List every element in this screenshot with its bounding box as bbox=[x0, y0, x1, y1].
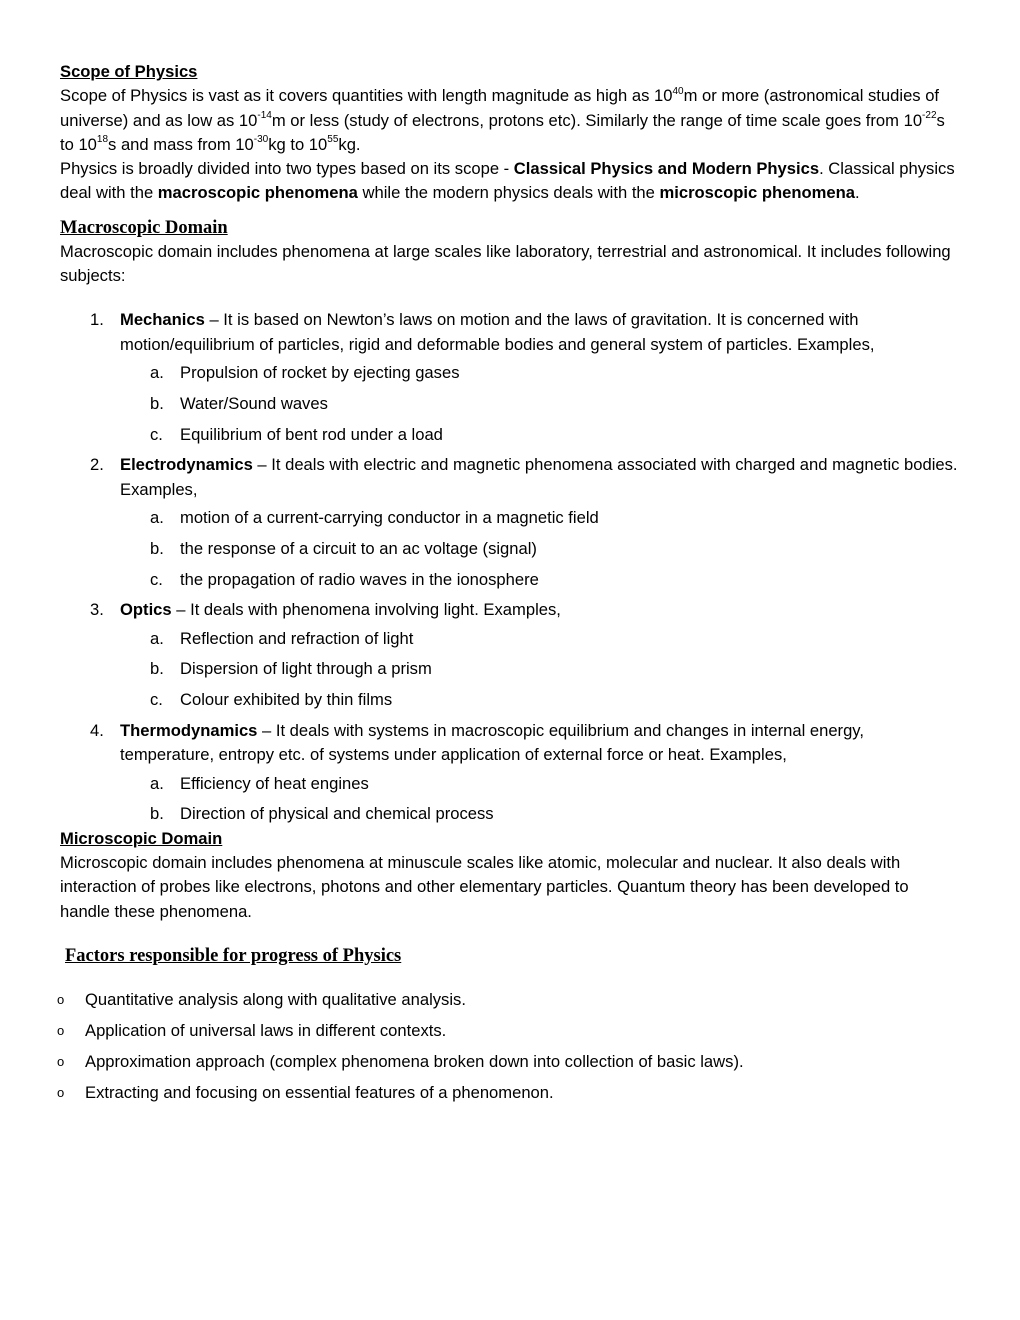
example-text: Water/Sound waves bbox=[180, 393, 328, 413]
microscopic-text: Microscopic domain includes phenomena at minuscule scales like atomic, molecular and nuclear. It also deals with interaction of probes like electrons, photons and other elementary particles. Quantum theory has been developed to handle these phenomena. bbox=[60, 853, 909, 921]
example-text: Colour exhibited by thin films bbox=[180, 690, 393, 710]
subject-item-mechanics bbox=[60, 308, 960, 446]
document-page bbox=[57, 60, 960, 1111]
bullet-icon: o bbox=[57, 1053, 65, 1069]
examples-list bbox=[120, 627, 960, 713]
bold-term: microscopic phenomena bbox=[659, 183, 855, 203]
subject-title: Thermodynamics bbox=[120, 721, 258, 741]
example-text: Equilibrium of bent rod under a load bbox=[180, 424, 443, 444]
example-text: Propulsion of rocket by ejecting gases bbox=[180, 362, 460, 382]
subject-desc: – It deals with phenomena involving light. Examples, bbox=[171, 600, 561, 620]
list-number: 4. bbox=[90, 721, 104, 741]
bullet-icon: o bbox=[57, 992, 65, 1008]
scope-section bbox=[60, 60, 960, 206]
list-letter: b. bbox=[150, 659, 164, 679]
scope-text: Scope of Physics is vast as it covers quantities with length magnitude as high as 10 bbox=[60, 86, 673, 106]
subject-title: Optics bbox=[120, 600, 172, 620]
microscopic-heading: Microscopic Domain bbox=[60, 828, 223, 848]
list-number: 1. bbox=[90, 310, 104, 330]
list-letter: b. bbox=[150, 393, 164, 413]
list-letter: a. bbox=[150, 773, 164, 793]
factor-text: Application of universal laws in different contexts. bbox=[85, 1021, 447, 1040]
factors-list bbox=[0, 988, 960, 1105]
scope-text: . Classical physics deal with the bbox=[60, 159, 955, 203]
scope-text: s and mass from 10 bbox=[108, 134, 254, 154]
scope-text: kg to 10 bbox=[268, 134, 328, 154]
scope-text: while the modern physics deals with the bbox=[357, 183, 660, 203]
factor-text: Quantitative analysis along with qualitative analysis. bbox=[85, 990, 466, 1010]
bold-term: Classical Physics and Modern Physics bbox=[513, 159, 820, 179]
factor-item bbox=[0, 1050, 960, 1074]
exponent: 55 bbox=[327, 134, 339, 146]
list-number: 3. bbox=[90, 600, 104, 620]
example-item bbox=[120, 361, 960, 385]
example-item bbox=[120, 423, 960, 447]
factor-text: Extracting and focusing on essential features of a phenomenon. bbox=[85, 1082, 554, 1102]
example-item bbox=[120, 392, 960, 416]
scope-text: Physics is broadly divided into two types based on its scope - bbox=[60, 159, 514, 179]
exponent: -22 bbox=[922, 110, 937, 122]
exponent: 18 bbox=[96, 134, 109, 146]
subject-item-electrodynamics bbox=[60, 453, 960, 591]
scope-text: m or more (astronomical studies of universe) and as low as 10 bbox=[60, 86, 940, 130]
list-number: 2. bbox=[90, 455, 104, 475]
macroscopic-heading: Macroscopic Domain bbox=[60, 217, 228, 238]
exponent: -14 bbox=[257, 110, 272, 122]
examples-list bbox=[120, 506, 960, 592]
examples-list bbox=[120, 361, 960, 447]
microscopic-section bbox=[60, 827, 960, 924]
example-text: the response of a circuit to an ac voltage (signal) bbox=[180, 538, 537, 558]
scope-paragraph-types bbox=[60, 157, 960, 206]
factor-item bbox=[0, 1081, 960, 1105]
bullet-icon: o bbox=[57, 1023, 65, 1038]
factor-item bbox=[0, 988, 960, 1012]
example-item bbox=[120, 688, 960, 712]
example-item bbox=[120, 657, 960, 681]
example-item bbox=[120, 568, 960, 592]
factors-section bbox=[57, 944, 960, 1105]
subject-desc: – It deals with systems in macroscopic equilibrium and changes in internal energy, temperature, entropy etc. of systems under application of external force or heat. Examples, bbox=[120, 721, 864, 765]
examples-list bbox=[120, 772, 960, 827]
scope-heading: Scope of Physics bbox=[60, 62, 198, 81]
factor-item bbox=[0, 1019, 960, 1043]
list-letter: a. bbox=[150, 362, 164, 382]
example-text: Reflection and refraction of light bbox=[180, 628, 414, 648]
list-letter: c. bbox=[150, 569, 163, 589]
list-letter: c. bbox=[150, 424, 163, 444]
list-letter: b. bbox=[150, 804, 164, 824]
subject-item-thermodynamics bbox=[60, 719, 960, 827]
list-letter: c. bbox=[150, 690, 163, 710]
scope-text: m or less (study of electrons, protons etc). Similarly the range of time scale goes from 10 bbox=[271, 110, 923, 130]
example-text: Dispersion of light through a prism bbox=[180, 659, 432, 679]
factors-heading: Factors responsible for progress of Physics bbox=[65, 945, 402, 966]
subject-title: Electrodynamics bbox=[120, 455, 253, 475]
list-letter: a. bbox=[150, 507, 164, 527]
example-item bbox=[120, 627, 960, 651]
exponent: -30 bbox=[253, 134, 269, 146]
scope-text: . bbox=[855, 183, 860, 203]
example-text: motion of a current-carrying conductor in a magnetic field bbox=[180, 507, 599, 527]
scope-text: kg. bbox=[338, 134, 361, 154]
exponent: 40 bbox=[672, 85, 684, 97]
list-letter: b. bbox=[150, 538, 164, 558]
subject-desc: – It is based on Newton’s laws on motion and the laws of gravitation. It is concerned with motion/equilibrium of particles, rigid and deformable bodies and general system of particles. Examples, bbox=[120, 310, 875, 354]
scope-paragraph-range bbox=[60, 84, 960, 157]
scope-text: s to 10 bbox=[60, 110, 945, 154]
bold-term: macroscopic phenomena bbox=[157, 183, 358, 203]
subject-item-optics bbox=[60, 598, 960, 712]
subject-desc: – It deals with electric and magnetic phenomena associated with charged and magnetic bodies. Examples, bbox=[120, 455, 958, 499]
factor-text: Approximation approach (complex phenomena broken down into collection of basic laws). bbox=[85, 1051, 744, 1071]
example-item bbox=[120, 537, 960, 561]
example-item bbox=[120, 802, 960, 826]
bullet-icon: o bbox=[57, 1084, 65, 1100]
subject-title: Mechanics bbox=[120, 310, 205, 330]
example-item bbox=[120, 772, 960, 796]
subject-list bbox=[60, 308, 960, 826]
list-letter: a. bbox=[150, 628, 164, 648]
example-text: the propagation of radio waves in the ionosphere bbox=[180, 569, 539, 589]
macroscopic-intro: Macroscopic domain includes phenomena at large scales like laboratory, terrestrial and astronomical. It includes following subjects: bbox=[60, 241, 951, 286]
example-text: Efficiency of heat engines bbox=[180, 773, 369, 793]
example-text: Direction of physical and chemical process bbox=[180, 804, 494, 824]
example-item bbox=[120, 506, 960, 530]
macroscopic-section bbox=[60, 216, 960, 827]
